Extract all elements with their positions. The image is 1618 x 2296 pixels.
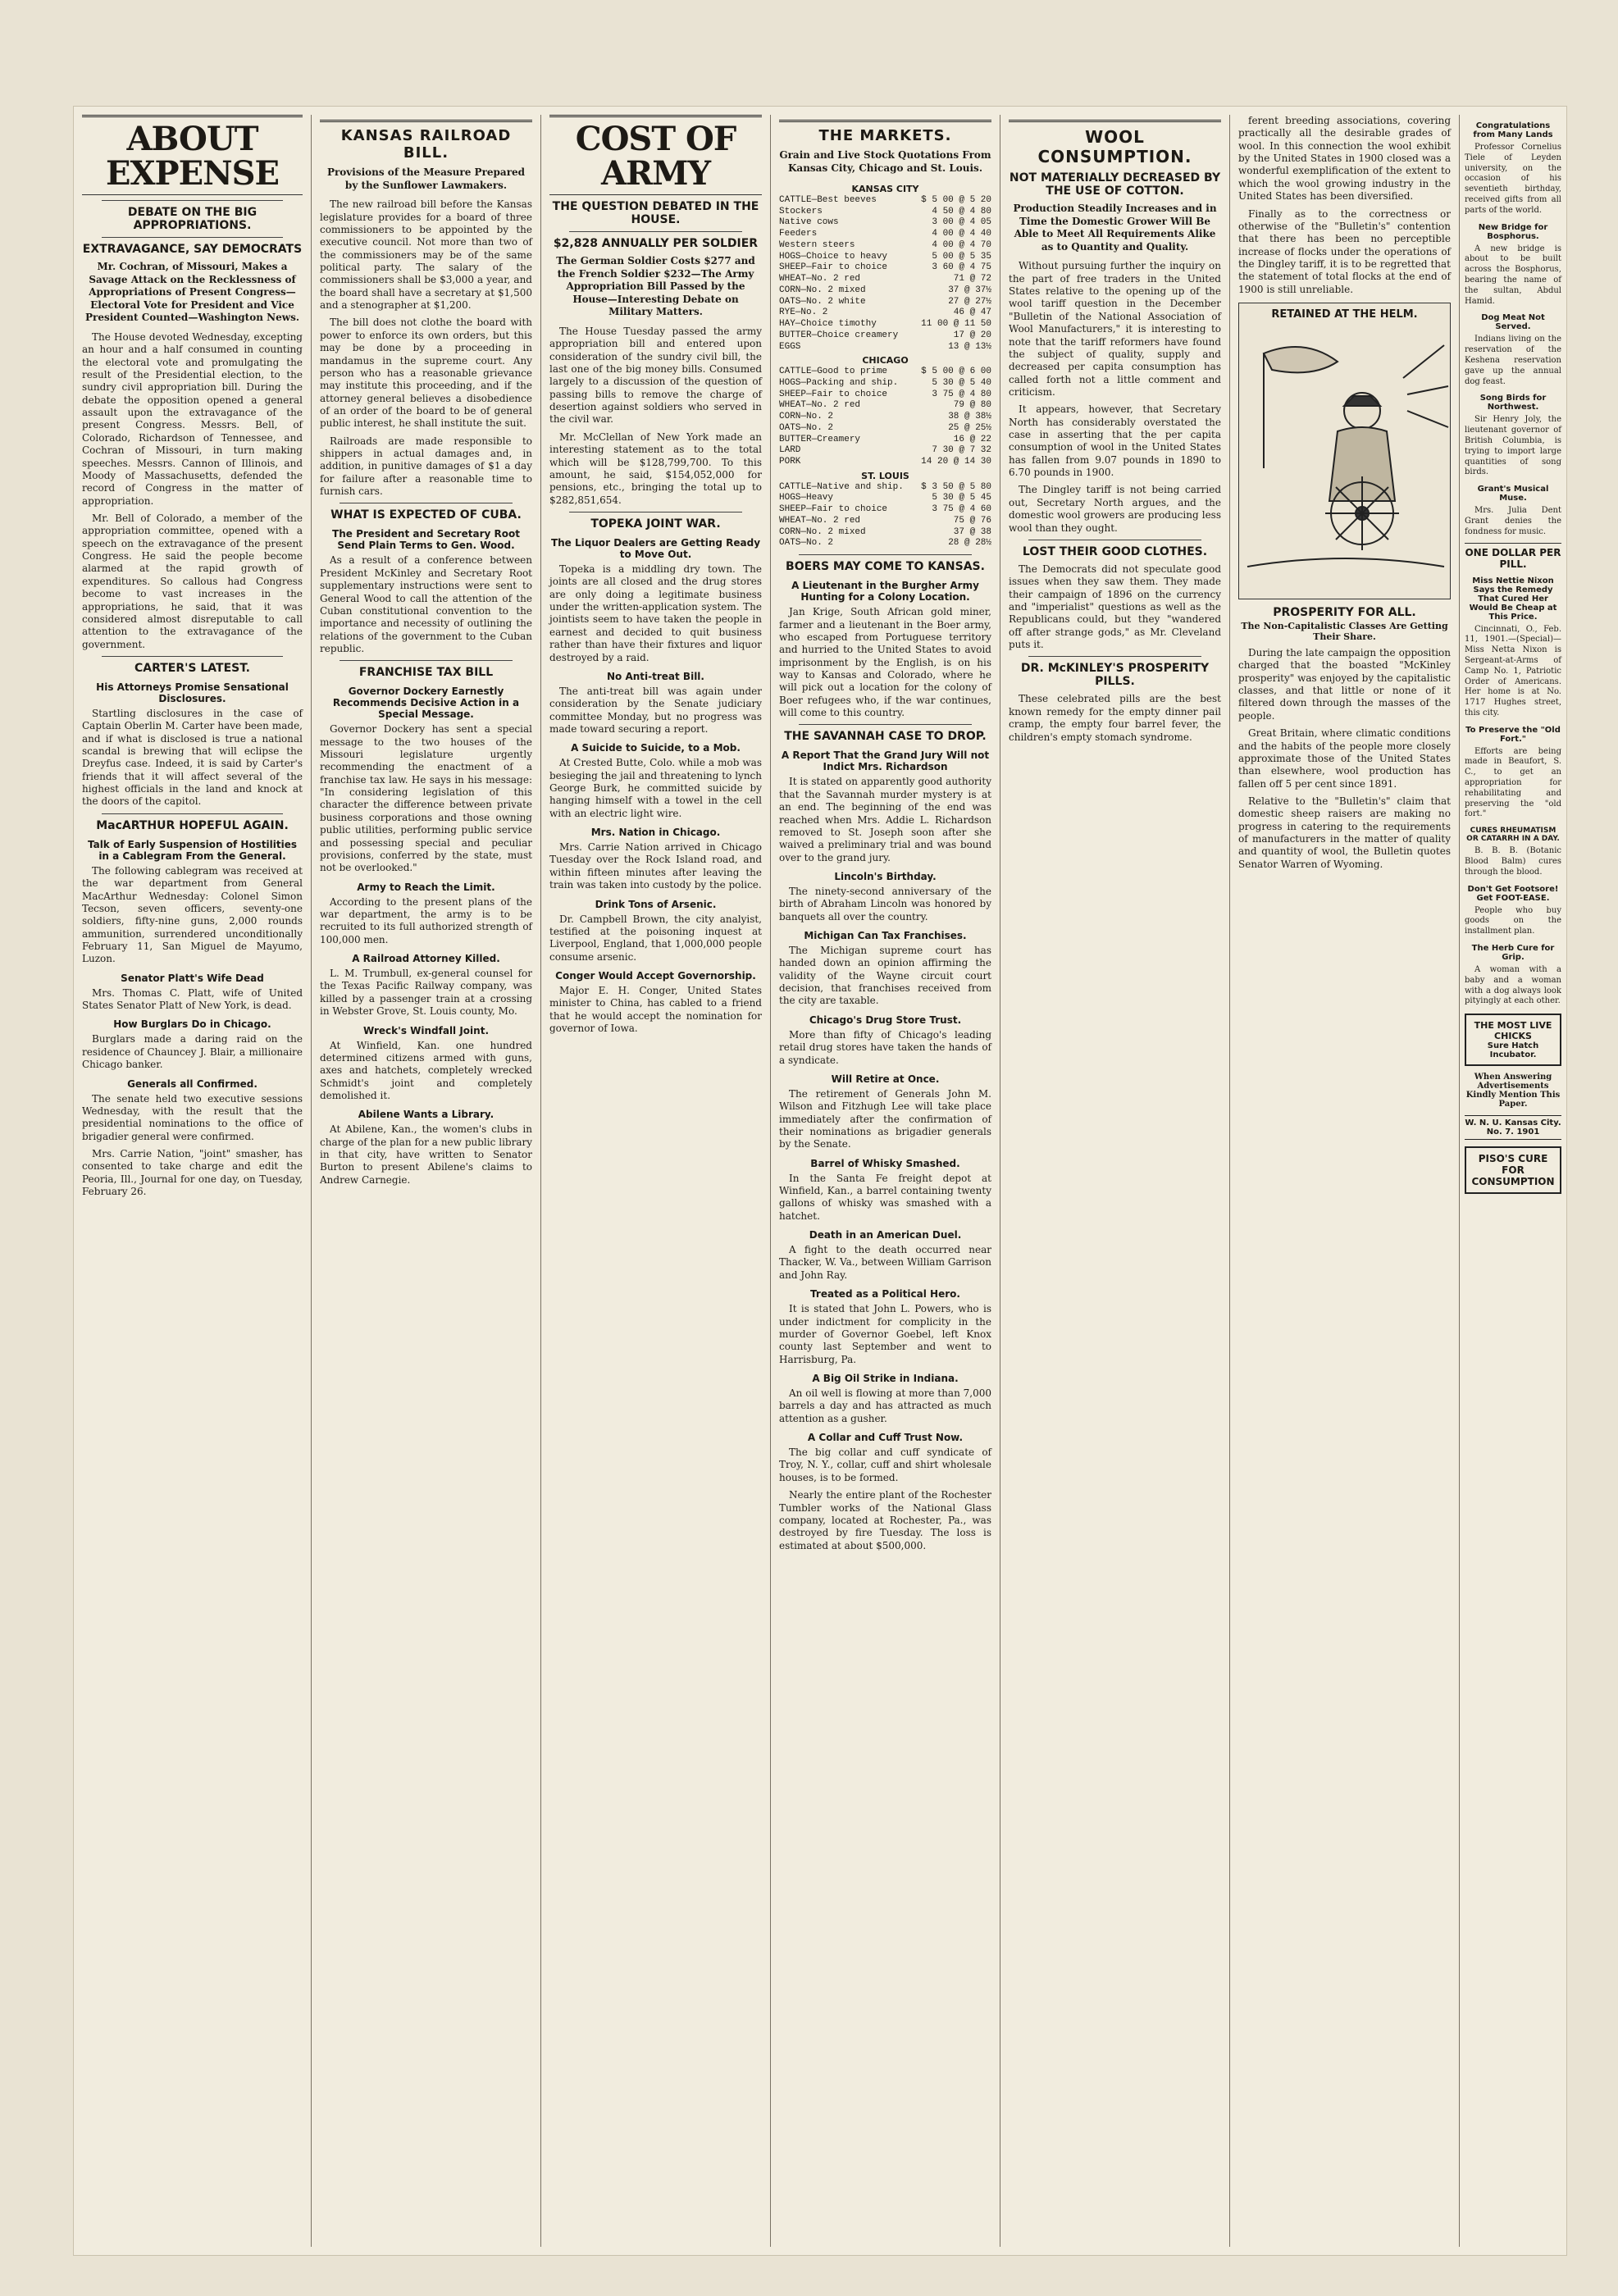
headline-library: Abilene Wants a Library.	[358, 1109, 495, 1121]
headline-topeka: TOPEKA JOINT WAR.	[590, 517, 721, 531]
headline-army-limit: Army to Reach the Limit.	[357, 881, 495, 893]
divider	[1028, 656, 1201, 657]
market-row	[779, 274, 991, 285]
market-row	[779, 319, 991, 330]
headline-savannah: THE SAVANNAH CASE TO DROP.	[784, 730, 987, 744]
market-row	[779, 217, 991, 229]
market-item: WHEAT—No. 2 red	[779, 400, 861, 411]
article-body	[779, 1446, 991, 1552]
headline-conger: Conger Would Accept Governorship.	[555, 969, 756, 982]
market-row	[779, 435, 991, 446]
market-price: 37 @ 38	[953, 526, 991, 537]
deck-carter: His Attorneys Promise Sensational Disclosures.	[96, 681, 289, 704]
article-body	[779, 1387, 991, 1425]
paragraph: It appears, however, that Secretary North has considerably overstated the case in asserting that the per capita consumption of wool in the United States has fallen from 9.07 pounds in 1890 to 6.70 pounds in 1900.	[1009, 403, 1221, 479]
paragraph: The bill does not clothe the board with power to enforce its own orders, but this may be done by a proceeding in mandamus in the supreme court. Any person who has a reasonable grievance may institute this proceeding, and if the attorney general believes a disobedience of an order of the board to be of general public interest, he shall institute the suit.	[320, 317, 532, 430]
deck-kansas-railroad: Provisions of the Measure Prepared by the Sunflower Lawmakers.	[326, 166, 526, 191]
article-body	[1009, 563, 1221, 652]
article-body	[320, 1123, 532, 1187]
deck-cost-of-army: The German Soldier Costs $277 and the French Soldier $232—The Army Appropriation Bill Passed by the House—Interesting Debate on Military Matters.	[556, 255, 755, 318]
market-price: 17 @ 20	[953, 330, 991, 340]
market-row	[779, 297, 991, 308]
article-body	[320, 896, 532, 946]
headline-cuba: WHAT IS EXPECTED OF CUBA.	[330, 508, 522, 522]
market-price: 14 20 @ 14 30	[921, 457, 991, 467]
market-item: WHEAT—No. 2 red	[779, 515, 861, 526]
market-item: EGGS	[779, 341, 801, 352]
paragraph: As a result of a conference between President McKinley and Secretary Root supplementary instructions were sent to General Wood to call the attention of the Cuban constitutional convention to the importance and necessity of outlining the relations of the government to the Cuban republic.	[320, 554, 532, 654]
market-price: 5 30 @ 5 40	[932, 377, 991, 388]
deck-topeka: The Liquor Dealers are Getting Ready to Move Out.	[550, 537, 761, 560]
article-body	[82, 331, 303, 651]
paragraph: Great Britain, where climatic conditions and the habits of the people more closely approximate those of the United States than elsewhere, wool production has fallen off 5 per cent since 1891.	[1238, 727, 1451, 790]
headline-railroad-attorney: A Railroad Attorney Killed.	[352, 953, 500, 965]
market-item: SHEEP—Fair to choice	[779, 389, 888, 399]
ad-pisos-title: PISO'S CURE FOR	[1478, 1153, 1548, 1177]
paragraph: Governor Dockery has sent a special message to the two houses of the Missouri legislature urgently recommending the enactment of a franchise tax law. He says in his message: "In considering legislation of this character the difference between private business corporations and those owning public utilities, performing public service and possessing special and peculiar provisions, conferred by the state, must not be overlooked."	[320, 723, 532, 874]
market-price: 75 @ 76	[953, 515, 991, 526]
market-price: $ 5 00 @ 5 20	[921, 194, 991, 205]
paragraph: Nearly the entire plant of the Rochester Tumbler works of the National Glass company, located at Rochester, Pa., was destroyed by fire Tuesday. The loss is estimated at about $500,000.	[779, 1489, 991, 1551]
paragraph: Burglars made a daring raid on the residence of Chauncey J. Blair, a millionaire Chicago banker.	[82, 1033, 303, 1071]
headline-nation-chicago: Mrs. Nation in Chicago.	[590, 827, 721, 839]
deck-nettie-nixon: Miss Nettie Nixon Says the Remedy That Cured Her Would Be Cheap at This Price.	[1469, 576, 1557, 622]
market-row	[779, 252, 991, 263]
headline-retire: Will Retire at Once.	[831, 1073, 940, 1085]
divider	[102, 237, 283, 238]
divider	[799, 554, 972, 555]
market-item: HOGS—Heavy	[779, 493, 834, 503]
deck-about-expense: Mr. Cochran, of Missouri, Makes a Savage Attack on the Recklessness of Appropriations of Present Congress—Electoral Vote for President and Vice President Counted—Washington News.	[84, 261, 300, 324]
market-price: 71 @ 72	[953, 274, 991, 285]
market-item: CATTLE—Native and ship.	[779, 481, 904, 492]
market-row	[779, 493, 991, 504]
paragraph: Professor Cornelius Tiele of Leyden university, on the occasion of his seventieth birthday, received gifts from all parts of the world.	[1465, 143, 1561, 215]
market-row	[779, 240, 991, 252]
headline-cost-of-army: COST OF ARMY	[549, 115, 762, 195]
market-price: 5 00 @ 5 35	[932, 251, 991, 262]
paragraph: The House devoted Wednesday, excepting an hour and a half consumed in counting the electoral vote and promulgating the result of the Presidential election, to the sundry civil appropriation bill. During the debate the opposition opened a general assault upon the extravagance of the present Congress. Messrs. Bell, of Colorado, Richardson of Tennessee, and Cochran of Missouri, in turn making speeches. Messrs. Cannon of Illinois, and Moody of Massachusetts, defended the record of Congress in the matter of appropriation.	[82, 330, 303, 507]
article-body	[82, 1093, 303, 1199]
newspaper-page	[74, 107, 1566, 2255]
paragraph: Cincinnati, O., Feb. 11, 1901.—(Special)—Miss Netta Nixon is Sergeant-at-Arms of Camp No. 1, Patriotic Order of Americans. Her home is at No. 1717 Hughes street, this city.	[1465, 624, 1561, 718]
market-city-name: KANSAS CITY	[851, 184, 919, 195]
deck-wool: Production Steadily Increases and in Time the Domestic Grower Will Be Able to Meet All Requirements Alike as to Quantity and Quality.	[1013, 203, 1217, 253]
paragraph: People who buy goods on the installment plan.	[1465, 905, 1561, 936]
cartoon-subcaption: The Non-Capitalistic Classes Are Getting Their Share.	[1241, 621, 1448, 643]
market-item: CORN—No. 2 mixed	[779, 526, 866, 537]
headline-suicide: A Suicide to Suicide, to a Mob.	[571, 742, 741, 754]
market-row	[779, 229, 991, 240]
market-item: HAY—Choice timothy	[779, 319, 877, 330]
ad-incubator	[1465, 1014, 1561, 1066]
market-row	[779, 330, 991, 342]
paragraph: Relative to the "Bulletin's" claim that domestic sheep raisers are making no progress in catering to the requirements of manufacturers in the matter of quality and quantity of wool, the Bulletin quotes Senator Warren of Wyoming.	[1238, 795, 1451, 870]
market-city-header	[779, 181, 991, 195]
paragraph: Mr. Bell of Colorado, a member of the appropriation committee, opened with a speech on the extravagance of the present Congress. He said the people become alarmed at the rapid growth of expenditures. So callous had Congress become to vast increases in the appropriations, he said, that it was considered almost disreputable to call attention to the extravagance of the government.	[82, 512, 303, 650]
paragraph: ferent breeding associations, covering practically all the desirable grades of wool. In this connection the wool exhibit by the United States in 1900 closed was a wonderful exemplification of the extent to which the wool growing industry in the United States has been diversified.	[1238, 115, 1451, 203]
paragraph: Major E. H. Conger, United States minister to China, has cabled to a friend that he would accept the nomination for governor of Iowa.	[549, 984, 762, 1035]
market-row	[779, 516, 991, 527]
ad-mention-paper: When Answering Advertisements Kindly Mention This Paper.	[1465, 1073, 1561, 1109]
market-price: 13 @ 13½	[948, 341, 991, 352]
market-price: 27 @ 27½	[948, 296, 991, 307]
column-markets	[771, 115, 1000, 2247]
paragraph: Mr. McClellan of New York made an interesting statement as to the total which will be $128,799,700. To this amount, he said, $154,052,000 for pensions, etc., bringing the total up to $282,851,654.	[549, 430, 762, 506]
market-item: SHEEP—Fair to choice	[779, 504, 888, 515]
paragraph: Mrs. Carrie Nation, "joint" smasher, has consented to take charge and edit the Peoria, Ill., Journal for one day, on Tuesday, February 26.	[82, 1147, 303, 1198]
headline-carters-latest: CARTER'S LATEST.	[134, 661, 250, 675]
market-item: OATS—No. 2	[779, 422, 834, 433]
market-row	[779, 285, 991, 297]
market-price: 16 @ 22	[953, 434, 991, 444]
paragraph: During the late campaign the opposition charged that the boasted "McKinley prosperity" was enjoyed by the capitalistic classes, and that little or none of it filtered down through the masses of the people.	[1238, 647, 1451, 722]
headline-political-hero: Treated as a Political Hero.	[810, 1288, 960, 1301]
market-row	[779, 412, 991, 423]
headline-song-birds: Song Birds for Northwest.	[1479, 394, 1547, 412]
paragraph: The Dingley tariff is not being carried out, Secretary North argues, and the domestic wool growers are producing less wool than they ought.	[1009, 484, 1221, 534]
market-price: 25 @ 25½	[948, 422, 991, 433]
market-item: SHEEP—Fair to choice	[779, 262, 888, 273]
market-price: $ 5 00 @ 6 00	[921, 367, 991, 377]
market-row	[779, 262, 991, 274]
article-body	[779, 1088, 991, 1151]
headline-one-dollar-pill: ONE DOLLAR PER PILL.	[1465, 543, 1561, 570]
market-row	[779, 378, 991, 390]
headline-congratulations: Congratulations from Many Lands	[1473, 121, 1553, 139]
market-row	[779, 538, 991, 549]
market-price: 3 75 @ 4 60	[932, 504, 991, 515]
market-row	[779, 504, 991, 516]
market-row	[779, 527, 991, 539]
article-body	[1465, 747, 1561, 821]
headline-whisky: Barrel of Whisky Smashed.	[810, 1157, 960, 1169]
market-row	[779, 367, 991, 378]
paragraph: These celebrated pills are the best known remedy for the empty dinner pail cramp, the empty four barrel fever, the children's empty stomach syndrome.	[1009, 693, 1221, 743]
headline-old-fort: To Preserve the "Old Fort."	[1465, 725, 1561, 744]
article-body	[1465, 244, 1561, 308]
cartoon-caption: PROSPERITY FOR ALL.	[1273, 606, 1416, 620]
headline-wool: WOOL CONSUMPTION.	[1009, 120, 1221, 166]
article-body	[320, 554, 532, 655]
market-item: OATS—No. 2	[779, 538, 834, 549]
market-row	[779, 308, 991, 319]
paragraph: Sir Henry Joly, the lieutenant governor of British Columbia, is trying to import large quantities of song birds.	[1465, 415, 1561, 477]
article-body	[1465, 415, 1561, 478]
market-item: Western steers	[779, 239, 855, 250]
headline-drug-trust: Chicago's Drug Store Trust.	[809, 1014, 962, 1026]
ad-incubator-title: THE MOST LIVE CHICKS	[1474, 1020, 1552, 1042]
paragraph: A fight to the death occurred near Thacker, W. Va., between William Garrison and John Ray.	[779, 1244, 991, 1281]
headline-michigan: Michigan Can Tax Franchises.	[804, 930, 967, 942]
article-body	[549, 985, 762, 1035]
market-item: BUTTER—Creamery	[779, 434, 861, 444]
market-price: 11 00 @ 11 50	[921, 319, 991, 330]
headline-duel: Death in an American Duel.	[809, 1229, 962, 1241]
market-price: 7 30 @ 7 32	[932, 445, 991, 456]
headline-prosperity-pills: DR. McKINLEY'S PROSPERITY PILLS.	[1020, 662, 1210, 689]
market-city-name: ST. LOUIS	[861, 470, 909, 481]
market-city-name: CHICAGO	[862, 355, 909, 367]
paragraph: The anti-treat bill was again under consideration by the Senate judiciary committee Monday, but no progress was made toward securing a report.	[549, 685, 762, 735]
subhead-extravagance: EXTRAVAGANCE, SAY DEMOCRATS	[82, 243, 303, 256]
headline-collar-trust: A Collar and Cuff Trust Now.	[807, 1432, 964, 1444]
article-body	[779, 776, 991, 864]
ad-pisos-consumption: CONSUMPTION	[1471, 1176, 1555, 1188]
headline-dog-meat: Dog Meat Not Served.	[1481, 313, 1545, 332]
market-price: 79 @ 80	[953, 400, 991, 411]
article-body	[779, 945, 991, 1008]
paragraph: Dr. Campbell Brown, the city analyist, testified at the poisoning inquest at Liverpool, England, that 1,000,000 people consume arsenic.	[549, 913, 762, 963]
headline-anti-treat: No Anti-treat Bill.	[607, 670, 704, 682]
paragraph: Mrs. Julia Dent Grant denies the fondness for music.	[1465, 506, 1561, 536]
subhead-debate: DEBATE ON THE BIG APPROPRIATIONS.	[127, 206, 258, 232]
article-body	[549, 326, 762, 507]
divider	[102, 200, 283, 201]
market-item: OATS—No. 2 white	[779, 296, 866, 307]
headline-wreck: Wreck's Windfall Joint.	[362, 1024, 490, 1036]
market-row	[779, 423, 991, 435]
subhead-wool: NOT MATERIALLY DECREASED BY THE USE OF COTTON.	[1009, 171, 1221, 198]
market-row	[779, 457, 991, 468]
market-price: 37 @ 37½	[948, 285, 991, 295]
market-item: CORN—No. 2 mixed	[779, 285, 866, 295]
deck-macarthur: Talk of Early Suspension of Hostilities in a Cablegram From the General.	[87, 838, 298, 862]
divider	[340, 660, 513, 661]
paragraph: It is stated on apparently good authority that the Savannah murder mystery is at an end. The beginning of the end was reached when Mrs. Addie L. Richardson removed to St. Joseph soon after she waived a preliminary trial and was bound over to the grand jury.	[779, 776, 991, 863]
deck-franchise: Governor Dockery Earnestly Recommends Decisive Action in a Special Message.	[332, 686, 520, 721]
headline-macarthur: MacARTHUR HOPEFUL AGAIN.	[96, 818, 289, 832]
market-price: 38 @ 38½	[948, 412, 991, 422]
article-body	[549, 841, 762, 891]
market-item: HOGS—Packing and ship.	[779, 377, 899, 388]
market-price: 3 60 @ 4 75	[932, 262, 991, 273]
headline-herb-cure: The Herb Cure for Grip.	[1471, 944, 1555, 963]
article-body	[1465, 906, 1561, 937]
headline-grant-music: Grant's Musical Muse.	[1477, 485, 1549, 503]
helmsman-illustration	[1239, 321, 1451, 583]
market-item: CATTLE—Best beeves	[779, 194, 877, 205]
deck-savannah: A Report That the Grand Jury Will not Indict Mrs. Richardson	[781, 749, 990, 773]
market-item: Native cows	[779, 217, 839, 228]
paragraph: The big collar and cuff syndicate of Troy, N. Y., collar, cuff and shirt wholesale houses, is to be formed.	[779, 1446, 991, 1483]
markets-table	[779, 181, 991, 549]
paragraph: According to the present plans of the war department, the army is to be recruited to its full authorized strength of 100,000 men.	[320, 895, 532, 945]
headline-bosphorus: New Bridge for Bosphorus.	[1478, 222, 1548, 241]
article-body	[779, 1029, 991, 1067]
paragraph: A new bridge is about to be built across the Bosphorus, bearing the name of the sultan, Abdul Hamid.	[1465, 244, 1561, 306]
headline-foot-ease: Don't Get Footsore! Get FOOT-EASE.	[1467, 884, 1559, 903]
article-body	[549, 757, 762, 820]
headline-rheumatism: CURES RHEUMATISM OR CATARRH IN A DAY.	[1466, 827, 1560, 844]
market-row	[779, 445, 991, 457]
deck-markets: Grain and Live Stock Quotations From Kansas City, Chicago and St. Louis.	[779, 149, 991, 174]
column-wool-consumption	[1000, 115, 1230, 2247]
cartoon-title: RETAINED AT THE HELM.	[1271, 308, 1418, 321]
paragraph: In the Santa Fe freight depot at Winfield, Kan., a barrel containing twenty gallons of whisky was smashed with a hatchet.	[779, 1172, 991, 1222]
article-body	[82, 987, 303, 1013]
deck-cuba: The President and Secretary Root Send Plain Terms to Gen. Wood.	[332, 528, 520, 552]
paragraph: The senate held two executive sessions Wednesday, with the result that the presidential nominations to the office of brigadier general were confirmed.	[82, 1092, 303, 1142]
paragraph: Jan Krige, South African gold miner, farmer and a lieutenant in the Boer army, who escaped from Portuguese territory and hurried to the United States to avoid imprisonment by the English, is on his way to Kansas and Colorado, where he will pick out a location for the colony of Boer refugees who, if the war continues, will come to this country.	[779, 606, 991, 719]
paragraph: At Crested Butte, Colo. while a mob was besieging the jail and threatening to lynch George Burk, he committed suicide by hanging himself with a towel in the cell with an electric light wire.	[549, 757, 762, 819]
paragraph: Mrs. Carrie Nation arrived in Chicago Tuesday over the Rock Island road, and within fifteen minutes after leaving the train was taken into custody by the police.	[549, 841, 762, 891]
article-body	[320, 723, 532, 874]
cartoon-retained-at-helm	[1238, 303, 1451, 599]
market-price: 4 00 @ 4 40	[932, 229, 991, 239]
market-city-header	[779, 468, 991, 482]
paragraph: The House Tuesday passed the army appropriation bill and entered upon consideration of the sundry civil bill, the last one of the big money bills. Consumed largely to a discussion of the question of passing bills to remove the charge of desertion against soldiers who served in the civil war.	[549, 325, 762, 426]
market-item: CATTLE—Good to prime	[779, 367, 888, 377]
article-body	[1009, 260, 1221, 535]
article-body	[320, 198, 532, 498]
headline-lincoln: Lincoln's Birthday.	[834, 870, 937, 882]
market-price: 46 @ 47	[953, 308, 991, 318]
headline-markets: THE MARKETS.	[779, 120, 991, 144]
paragraph: More than fifty of Chicago's leading retail drug stores have taken the hands of a syndicate.	[779, 1028, 991, 1066]
paragraph: At Abilene, Kan., the women's clubs in charge of the plan for a new public library in that city, have written to Senator Burton to present Abilene's claims to Andrew Carnegie.	[320, 1123, 532, 1186]
headline-generals: Generals all Confirmed.	[127, 1077, 258, 1090]
divider	[102, 813, 283, 814]
market-price: 4 50 @ 4 80	[932, 206, 991, 216]
article-body	[1465, 846, 1561, 877]
article-body	[82, 865, 303, 966]
paragraph: The Democrats did not speculate good issues when they saw them. They made their campaign of 1896 on the currency and "imperialist" questions as well as the Republicans could, but they "wandered off after strange gods," as Mr. Cleveland puts it.	[1009, 563, 1221, 651]
column-miscellany	[1460, 115, 1566, 2247]
paragraph: L. M. Trumbull, ex-general counsel for the Texas Pacific Railway company, was killed by a passenger train at a crossing in Webster Grove, St. Louis county, Mo.	[320, 968, 532, 1018]
paragraph: Efforts are being made in Beaufort, S. C., to get an appropriation for rehabilitating and preserving the "old fort."	[1465, 746, 1561, 819]
headline-arsenic: Drink Tons of Arsenic.	[595, 898, 717, 910]
paragraph: Topeka is a middling dry town. The joints are all closed and the drug stores are only doing a legitimate business under the written-application system. The jointists seem to have taken the people in earnest and decided to quit business rather than have their fixtures and liquor destroyed by a raid.	[549, 563, 762, 663]
market-row	[779, 390, 991, 401]
article-body	[549, 686, 762, 736]
divider	[569, 231, 742, 232]
article-body	[779, 1173, 991, 1223]
headline-burglars: How Burglars Do in Chicago.	[113, 1018, 271, 1031]
market-row	[779, 207, 991, 218]
market-item: Feeders	[779, 229, 818, 239]
market-price: 28 @ 28½	[948, 538, 991, 549]
article-body	[82, 708, 303, 809]
market-item: PORK	[779, 457, 801, 467]
market-item: LARD	[779, 445, 801, 456]
column-kansas-railroad	[312, 115, 541, 2247]
headline-kansas-railroad: KANSAS RAILROAD BILL.	[320, 120, 532, 162]
article-body	[779, 886, 991, 923]
market-price: 3 00 @ 4 05	[932, 217, 991, 228]
paragraph: At Winfield, Kan. one hundred determined citizens armed with guns, axes and hatchets, completely wrecked Schmidt's joint and completely demolished it.	[320, 1039, 532, 1101]
article-body	[1465, 143, 1561, 216]
headline-boers: BOERS MAY COME TO KANSAS.	[786, 560, 985, 574]
market-item: BUTTER—Choice creamery	[779, 330, 899, 340]
market-price: 4 00 @ 4 70	[932, 239, 991, 250]
deck-boers: A Lieutenant in the Burgher Army Hunting for a Colony Location.	[791, 580, 979, 604]
headline-franchise-tax: FRANCHISE TAX BILL	[358, 666, 494, 680]
divider	[102, 656, 283, 657]
market-price: 5 30 @ 5 45	[932, 493, 991, 503]
article-body	[1465, 506, 1561, 537]
market-row	[779, 400, 991, 412]
paragraph: Startling disclosures in the case of Captain Oberlin M. Carter have been made, and if what is disclosed is true a national scandal is brewing that will eclipse the Dreyfus case. Indeed, it is said by Carter's friends that it will affect several of the highest officials in the land and knock at the doors of the capitol.	[82, 707, 303, 808]
article-body	[1465, 965, 1561, 1007]
article-body	[549, 913, 762, 963]
market-city-header	[779, 353, 991, 367]
article-body	[320, 968, 532, 1018]
paragraph: Railroads are made responsible to shippers in actual damages and, in addition, in punitive damages of $1 a day for failure after a reasonable time to furnish cars.	[320, 435, 532, 498]
column-about-expense	[74, 115, 312, 2247]
headline-oil-strike: A Big Oil Strike in Indiana.	[812, 1373, 959, 1384]
paragraph: Without pursuing further the inquiry on the part of free traders in the United States relative to the opening up of the wool tariff question in the December "Bulletin of the National Association of Wool Manufacturers," it is interesting to note that the tariff reformers have found the subject of quality, supply and decreased per capita consumption has called forth not a little comment and criticism.	[1009, 260, 1221, 398]
paragraph: Finally as to the correctness or otherwise of the "Bulletin's" contention that there has been no perceptible increase of flocks under the operations of the Dingley tariff, it is to be regretted that the statement of total flocks at the end of 1900 is still unreliable.	[1238, 207, 1451, 295]
paragraph: B. B. B. (Botanic Blood Balm) cures through the blood.	[1465, 846, 1561, 877]
divider	[799, 724, 972, 725]
market-row	[779, 195, 991, 207]
subhead-per-soldier: $2,828 ANNUALLY PER SOLDIER	[553, 237, 759, 250]
article-body	[1465, 625, 1561, 719]
headline-platt: Senator Platt's Wife Dead	[121, 972, 264, 984]
wnu-footer: W. N. U. Kansas City. No. 7. 1901	[1465, 1115, 1561, 1140]
market-item: HOGS—Choice to heavy	[779, 251, 888, 262]
market-item: CORN—No. 2	[779, 412, 834, 422]
paragraph: An oil well is flowing at more than 7,000 barrels a day and has attracted as much attention as a gusher.	[779, 1387, 991, 1424]
paragraph: The new railroad bill before the Kansas legislature provides for a board of three commissioners to be appointed by the executive council. Not more than two of the commissioners may be of the same political party. The salary of the commissioners shall be $3,000 a year, and the board shall have a secretary at $1,500 and a stenographer at $1,200.	[320, 198, 532, 312]
column-wool-continued	[1230, 115, 1460, 2247]
paragraph: The Michigan supreme court has handed down an opinion affirming the validity of the Wayne circuit court decision, that franchises received from the city are taxable.	[779, 945, 991, 1007]
subhead-question: THE QUESTION DEBATED IN THE HOUSE.	[552, 200, 759, 226]
article-body	[320, 1040, 532, 1103]
market-row	[779, 342, 991, 353]
market-price: $ 3 50 @ 5 80	[921, 481, 991, 492]
article-body	[779, 606, 991, 719]
paragraph: A woman with a baby and a woman with a dog always look pityingly at each other.	[1465, 965, 1561, 1006]
paragraph: The retirement of Generals John M. Wilson and Fitzhugh Lee will take place immediately after the confirmation of their nominations as brigadier generals by the Senate.	[779, 1087, 991, 1150]
article-body	[779, 1303, 991, 1366]
market-row	[779, 482, 991, 494]
ad-pisos-cure	[1465, 1146, 1561, 1194]
column-cost-of-army	[541, 115, 771, 2247]
article-body	[82, 1033, 303, 1071]
article-body	[549, 563, 762, 664]
article-body	[1238, 115, 1451, 296]
paragraph: Mrs. Thomas C. Platt, wife of United States Senator Platt of New York, is dead.	[82, 986, 303, 1012]
market-item: RYE—No. 2	[779, 308, 828, 318]
paragraph: It is stated that John L. Powers, who is under indictment for complicity in the murder of Governor Goebel, left Knox county last September and went to Harrisburg, Pa.	[779, 1303, 991, 1365]
paragraph: Indians living on the reservation of the Keshena reservation gave up the annual dog feast.	[1465, 335, 1561, 386]
article-body	[779, 1244, 991, 1282]
headline-lost-clothes: LOST THEIR GOOD CLOTHES.	[1022, 544, 1208, 558]
headline-about-expense: ABOUT EXPENSE	[82, 115, 303, 195]
market-price: 3 75 @ 4 80	[932, 389, 991, 399]
market-item: Stockers	[779, 206, 823, 216]
article-body	[1238, 647, 1451, 871]
market-item: WHEAT—No. 2 red	[779, 274, 861, 285]
paragraph: The ninety-second anniversary of the birth of Abraham Lincoln was honored by banquets all over the country.	[779, 885, 991, 922]
paragraph: The following cablegram was received at the war department from General MacArthur Wednesday: Colonel Simon Tecson, seven officers, seventy-one soldiers, fifty-nine guns, 2,000 rounds ammunition, surrendered unconditionally February 11, San Miguel de Mayumo, Luzon.	[82, 864, 303, 965]
article-body	[1465, 335, 1561, 387]
ad-incubator-brand: Sure Hatch Incubator.	[1487, 1041, 1539, 1060]
article-body	[1009, 693, 1221, 743]
